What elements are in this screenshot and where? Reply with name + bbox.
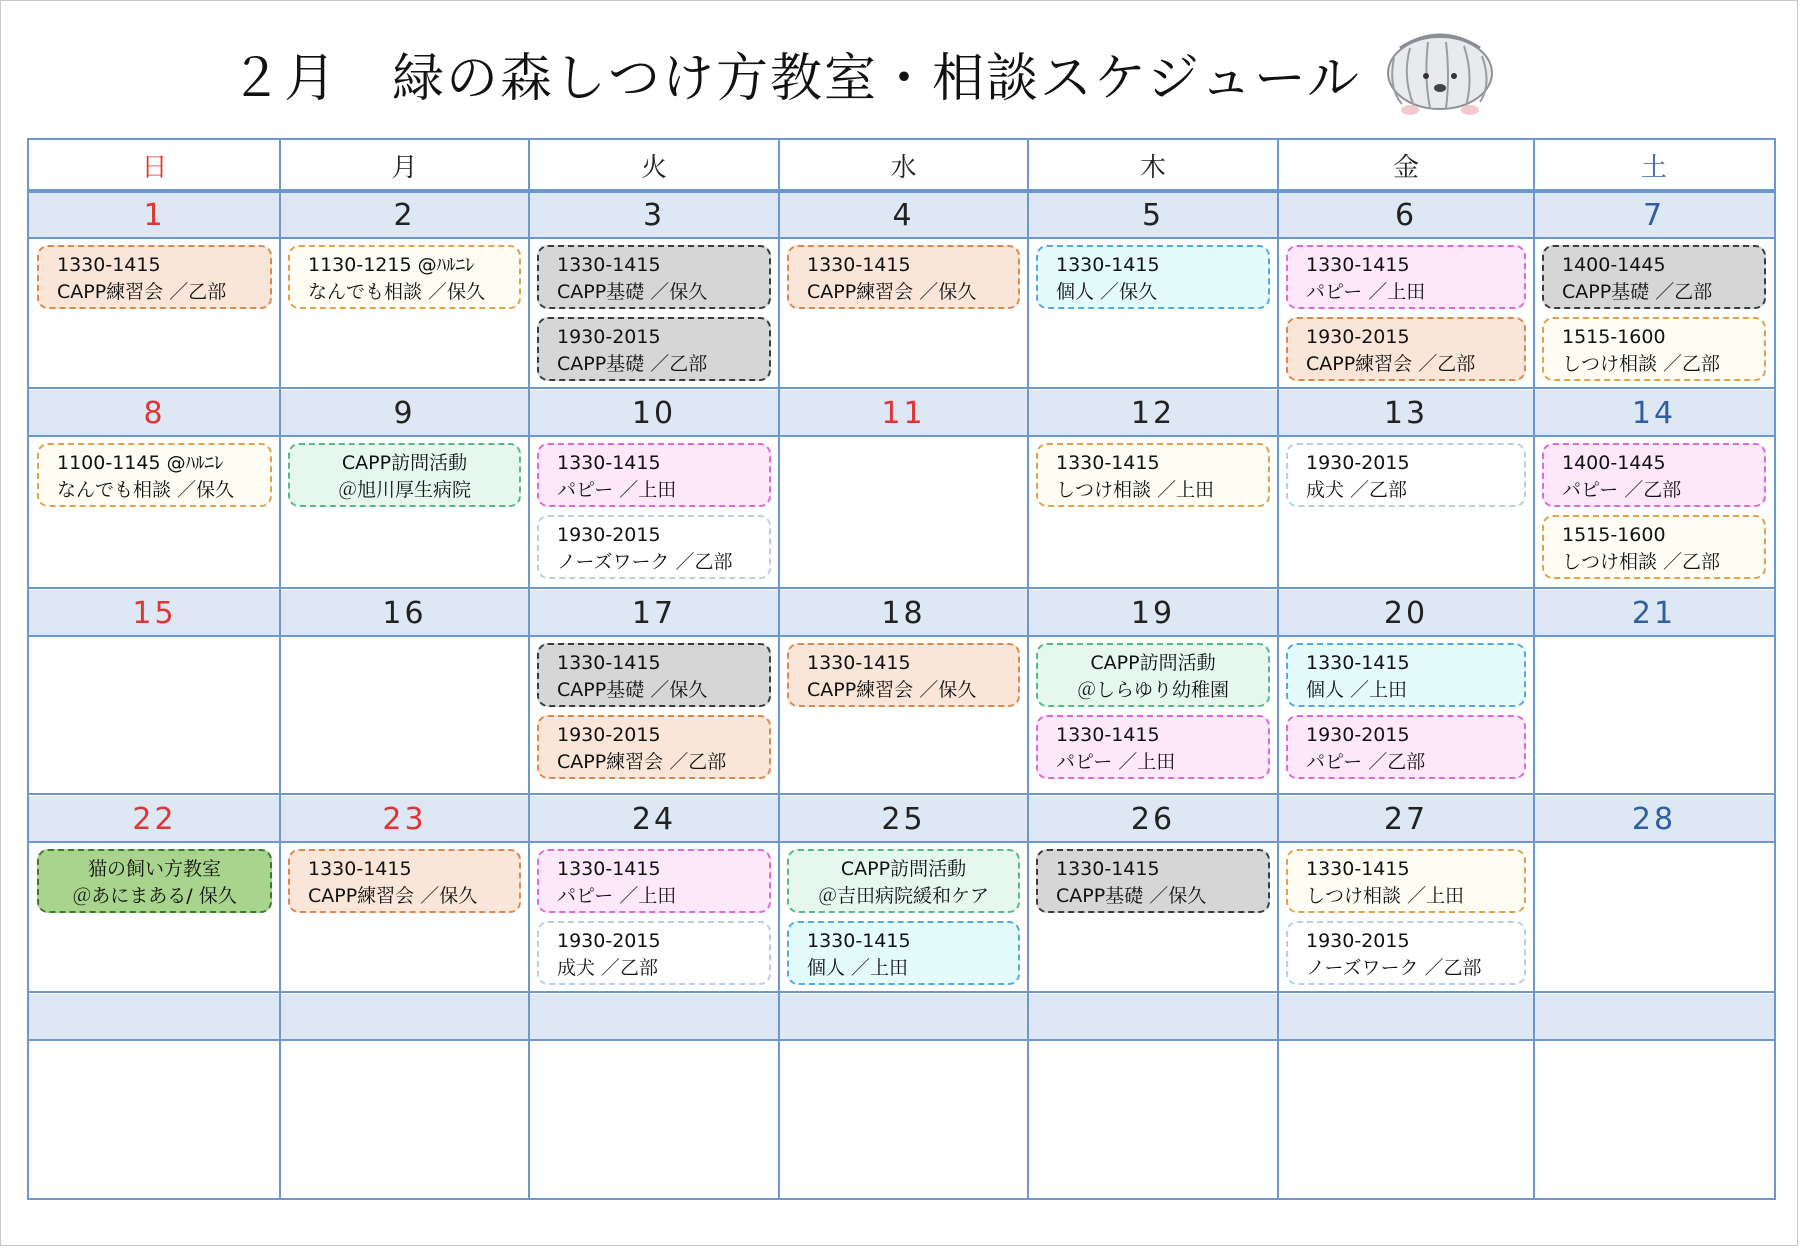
event-title: なんでも相談 ／保久	[57, 479, 235, 501]
grid-line	[29, 435, 1774, 437]
day-cell[interactable]	[280, 636, 529, 794]
grid-line	[29, 387, 1774, 389]
weekday-header: 日	[29, 140, 280, 190]
event-item[interactable]	[1036, 245, 1270, 309]
event-title: 個人 ／上田	[807, 957, 909, 979]
day-number: 14	[1534, 390, 1774, 436]
weekday-header: 月	[280, 140, 529, 190]
event-item[interactable]	[1286, 443, 1526, 507]
event-title: CAPP練習会 ／保久	[308, 885, 478, 907]
day-number: 15	[29, 590, 280, 636]
event-item[interactable]	[1286, 921, 1526, 985]
event-title: しつけ相談 ／乙部	[1562, 353, 1721, 375]
event-item[interactable]	[1036, 715, 1270, 779]
event-time: 1330-1415	[1056, 254, 1160, 276]
event-time: 1330-1415	[308, 858, 412, 880]
event-item[interactable]	[537, 643, 771, 707]
event-title: CAPP基礎 ／乙部	[557, 353, 708, 375]
event-item[interactable]	[787, 921, 1020, 985]
event-item[interactable]	[1036, 443, 1270, 507]
event-title: 個人 ／保久	[1056, 281, 1158, 303]
event-item[interactable]	[1286, 245, 1526, 309]
event-item[interactable]	[288, 849, 521, 913]
day-number: 5	[1028, 192, 1278, 238]
day-number: 23	[280, 796, 529, 842]
event-title: ノーズワーク ／乙部	[1306, 957, 1482, 979]
event-item[interactable]	[1286, 317, 1526, 381]
day-number: 11	[779, 390, 1028, 436]
day-number	[1534, 994, 1774, 1040]
event-item[interactable]	[537, 849, 771, 913]
event-item[interactable]	[537, 715, 771, 779]
page-title: ２月 緑の森しつけ方教室・相談スケジュール	[230, 49, 1361, 109]
event-title: 成犬 ／乙部	[1306, 479, 1408, 501]
event-time: CAPP訪問活動	[341, 452, 468, 474]
event-title: CAPP基礎 ／保久	[557, 281, 708, 303]
event-time: 1330-1415	[1056, 724, 1160, 746]
weekday-header: 土	[1534, 140, 1774, 190]
event-time: 猫の飼い方教室	[87, 858, 221, 880]
day-number: 13	[1278, 390, 1534, 436]
day-cell[interactable]	[280, 1040, 529, 1198]
day-number: 17	[529, 590, 779, 636]
event-item[interactable]	[1036, 849, 1270, 913]
event-title: CAPP基礎 ／保久	[1056, 885, 1207, 907]
event-item[interactable]	[1542, 515, 1766, 579]
event-item[interactable]	[537, 921, 771, 985]
day-number: 4	[779, 192, 1028, 238]
event-time: 1930-2015	[1306, 326, 1410, 348]
event-title: パピー ／上田	[1306, 281, 1426, 303]
dog-illustration-icon	[1380, 18, 1500, 118]
day-number: 21	[1534, 590, 1774, 636]
grid-line	[29, 793, 1774, 795]
event-time: 1930-2015	[557, 930, 661, 952]
event-title: しつけ相談 ／上田	[1306, 885, 1465, 907]
event-title: しつけ相談 ／上田	[1056, 479, 1215, 501]
event-time: 1400-1445	[1562, 452, 1666, 474]
day-cell[interactable]	[1278, 1040, 1534, 1198]
event-time: 1330-1415	[1306, 858, 1410, 880]
day-cell[interactable]	[29, 1040, 280, 1198]
event-time: 1330-1415	[557, 254, 661, 276]
event-title: 成犬 ／乙部	[557, 957, 659, 979]
event-title: なんでも相談 ／保久	[308, 281, 486, 303]
day-number: 22	[29, 796, 280, 842]
event-title: ノーズワーク ／乙部	[557, 551, 733, 573]
grid-line	[29, 189, 1774, 193]
event-title: CAPP練習会 ／乙部	[557, 751, 727, 773]
grid-line	[29, 991, 1774, 993]
day-number: 10	[529, 390, 779, 436]
event-title: パピー ／上田	[1056, 751, 1176, 773]
day-number: 9	[280, 390, 529, 436]
event-title: CAPP基礎 ／乙部	[1562, 281, 1713, 303]
grid-line	[29, 587, 1774, 589]
day-cell[interactable]	[779, 436, 1028, 588]
event-item[interactable]	[1036, 643, 1270, 707]
event-title: ＠吉田病院緩和ケア	[817, 885, 989, 907]
day-number: 28	[1534, 796, 1774, 842]
event-title: CAPP基礎 ／保久	[557, 679, 708, 701]
event-title: ＠旭川厚生病院	[337, 479, 471, 501]
event-title: CAPP練習会 ／保久	[807, 679, 977, 701]
event-item[interactable]	[787, 643, 1020, 707]
event-item[interactable]	[1286, 643, 1526, 707]
event-title: ＠あにまある/ 保久	[72, 885, 237, 907]
day-number	[1028, 994, 1278, 1040]
event-time: 1330-1415	[57, 254, 161, 276]
event-title: CAPP練習会 ／乙部	[57, 281, 227, 303]
day-cell[interactable]	[1028, 1040, 1278, 1198]
day-number: 16	[280, 590, 529, 636]
event-time: 1930-2015	[557, 524, 661, 546]
event-time: 1930-2015	[1306, 930, 1410, 952]
event-item[interactable]	[1542, 443, 1766, 507]
weekday-header: 火	[529, 140, 779, 190]
event-title: CAPP練習会 ／保久	[807, 281, 977, 303]
event-item[interactable]	[537, 515, 771, 579]
weekday-header: 水	[779, 140, 1028, 190]
event-time: CAPP訪問活動	[840, 858, 967, 880]
event-title: パピー ／乙部	[1562, 479, 1682, 501]
day-number: 18	[779, 590, 1028, 636]
event-time: 1330-1415	[807, 254, 911, 276]
day-number: 12	[1028, 390, 1278, 436]
event-title: パピー ／上田	[557, 479, 677, 501]
day-cell[interactable]	[1534, 1040, 1774, 1198]
day-number: 27	[1278, 796, 1534, 842]
event-time: 1930-2015	[1306, 452, 1410, 474]
day-number: 6	[1278, 192, 1534, 238]
day-number: 26	[1028, 796, 1278, 842]
day-number: 1	[29, 192, 280, 238]
event-item[interactable]	[537, 245, 771, 309]
day-cell[interactable]	[529, 1040, 779, 1198]
event-time: 1330-1415	[807, 930, 911, 952]
event-time: 1330-1415	[807, 652, 911, 674]
event-time: 1515-1600	[1562, 326, 1666, 348]
event-time: 1330-1415	[1056, 858, 1160, 880]
event-item[interactable]	[787, 245, 1020, 309]
event-time: 1330-1415	[1056, 452, 1160, 474]
event-title: ＠しらゆり幼稚園	[1076, 679, 1229, 701]
day-number	[779, 994, 1028, 1040]
event-item[interactable]	[1286, 849, 1526, 913]
day-cell[interactable]	[1534, 842, 1774, 992]
event-item[interactable]	[37, 245, 272, 309]
event-time: 1930-2015	[1306, 724, 1410, 746]
event-time: 1400-1445	[1562, 254, 1666, 276]
day-number: 2	[280, 192, 529, 238]
grid-line	[29, 237, 1774, 239]
event-time: 1515-1600	[1562, 524, 1666, 546]
event-item[interactable]	[1542, 317, 1766, 381]
event-time: CAPP訪問活動	[1090, 652, 1216, 674]
event-item[interactable]	[787, 849, 1020, 913]
event-item[interactable]	[37, 443, 272, 507]
event-title: しつけ相談 ／乙部	[1562, 551, 1721, 573]
event-item[interactable]	[288, 245, 521, 309]
event-time: 1100-1145 @ﾊﾙﾆﾚ	[57, 452, 224, 474]
day-number: 24	[529, 796, 779, 842]
event-title: パピー ／乙部	[1306, 751, 1426, 773]
event-item[interactable]	[1286, 715, 1526, 779]
event-item[interactable]	[37, 849, 272, 913]
day-number: 3	[529, 192, 779, 238]
weekday-header: 金	[1278, 140, 1534, 190]
event-title: パピー ／上田	[557, 885, 677, 907]
calendar-grid	[27, 138, 1776, 1200]
event-time: 1930-2015	[557, 326, 661, 348]
day-number: 7	[1534, 192, 1774, 238]
event-item[interactable]	[1542, 245, 1766, 309]
day-number	[29, 994, 280, 1040]
day-number: 8	[29, 390, 280, 436]
event-title: 個人 ／上田	[1306, 679, 1408, 701]
day-number	[1278, 994, 1534, 1040]
grid-line	[29, 841, 1774, 843]
day-cell[interactable]	[1534, 636, 1774, 794]
event-time: 1330-1415	[557, 652, 661, 674]
event-time: 1130-1215 @ﾊﾙﾆﾚ	[308, 254, 475, 276]
event-time: 1930-2015	[557, 724, 661, 746]
day-number: 19	[1028, 590, 1278, 636]
event-time: 1330-1415	[557, 452, 661, 474]
grid-line	[29, 635, 1774, 637]
weekday-header: 木	[1028, 140, 1278, 190]
day-number: 20	[1278, 590, 1534, 636]
grid-line	[29, 1039, 1774, 1041]
event-item[interactable]	[537, 443, 771, 507]
event-item[interactable]	[288, 443, 521, 507]
day-number: 25	[779, 796, 1028, 842]
event-time: 1330-1415	[557, 858, 661, 880]
day-cell[interactable]	[779, 1040, 1028, 1198]
day-number	[529, 994, 779, 1040]
event-item[interactable]	[537, 317, 771, 381]
event-time: 1330-1415	[1306, 652, 1410, 674]
day-number	[280, 994, 529, 1040]
day-cell[interactable]	[29, 636, 280, 794]
event-title: CAPP練習会 ／乙部	[1306, 353, 1476, 375]
event-time: 1330-1415	[1306, 254, 1410, 276]
